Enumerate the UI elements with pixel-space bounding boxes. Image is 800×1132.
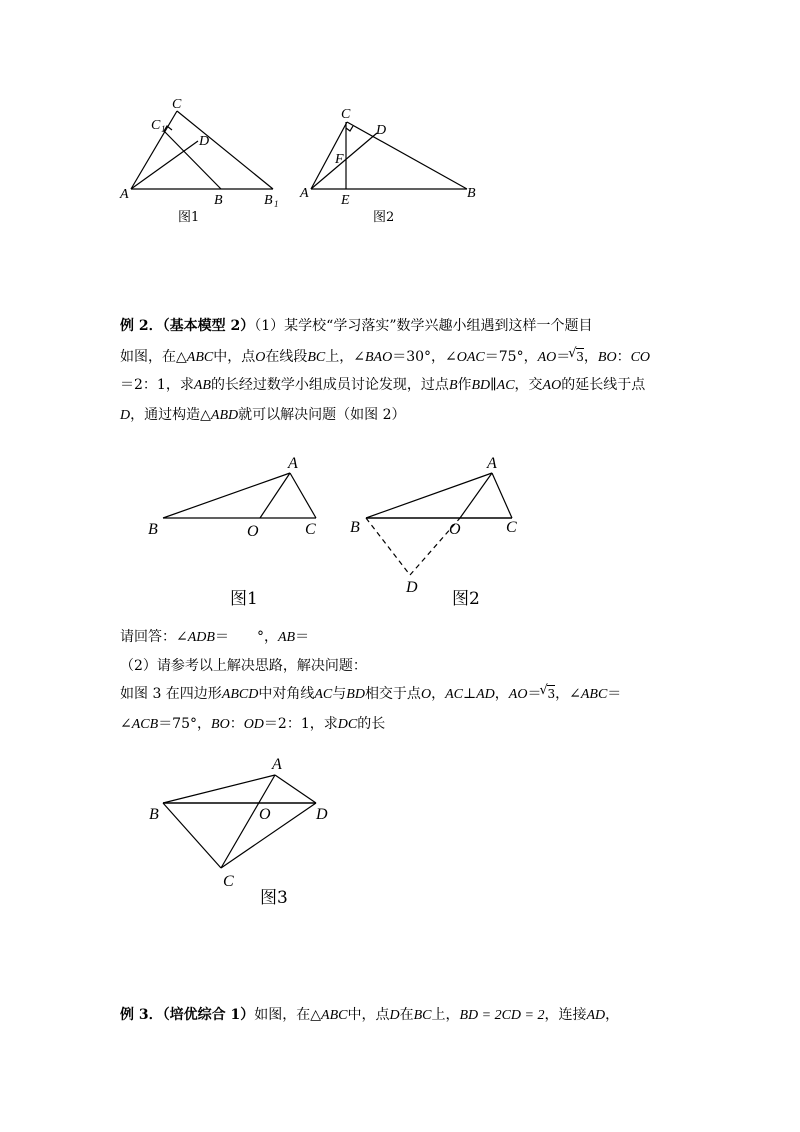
svg-text:图3: 图3 xyxy=(260,888,288,908)
fig2-label-a: A xyxy=(300,186,309,201)
svg-text:A: A xyxy=(487,455,497,472)
fig1-label-c: C xyxy=(172,97,182,112)
example3-line: 例 3．（培优综合 1）如图，在△ABC中，点D在BC上，BD = 2CD = 2，连接AD， xyxy=(120,1007,620,1023)
svg-text:C: C xyxy=(305,521,316,538)
svg-text:图2: 图2 xyxy=(452,589,480,609)
svg-text:D: D xyxy=(316,806,328,823)
fig1-label-b: B xyxy=(214,193,223,208)
example2-line2: ＝2：1，求AB的长经过数学小组成员讨论发现，过点B作BD∥AC，交AO的延长线于点 xyxy=(120,377,646,393)
svg-text:B: B xyxy=(350,519,360,536)
example2-line3: D，通过构造△ABD就可以解决问题（如图 2） xyxy=(120,407,406,423)
svg-text:C: C xyxy=(223,873,234,890)
svg-text:O: O xyxy=(449,521,461,538)
example2-line1: 如图，在△ABC中，点O在线段BC上，∠BAO＝30°，∠OAC＝75°，AO＝√ 3，BO：CO xyxy=(120,347,680,368)
fig2-label-b: B xyxy=(467,186,476,201)
fig2-label-c: C xyxy=(341,107,351,122)
svg-text:C: C xyxy=(506,519,517,536)
fig2-label-d: D xyxy=(376,123,387,138)
svg-text:A: A xyxy=(288,455,298,472)
svg-text:D: D xyxy=(406,579,418,596)
fig1-label-d: D xyxy=(199,134,210,149)
svg-text:A: A xyxy=(272,756,282,773)
svg-text:O: O xyxy=(247,523,259,540)
example2-answer: 请回答：∠ADB＝ °，AB＝ xyxy=(120,629,310,645)
example2-tag: （基本模型 2） xyxy=(162,318,255,334)
example2-part2: （2）请参考以上解决思路，解决问题： xyxy=(120,658,367,674)
sqrt-3: √ 3 xyxy=(570,347,584,367)
svg-text:B: B xyxy=(148,521,158,538)
fig1-label-a: A xyxy=(120,187,129,202)
fig2-label-f: F xyxy=(335,152,344,167)
fig1-label-c1-sub: 1 xyxy=(161,124,166,134)
fig1-caption: 图1 xyxy=(178,210,200,225)
example3-tag: （培优综合 1） xyxy=(162,1007,255,1023)
fig2-caption: 图2 xyxy=(373,210,395,225)
sqrt-3-part2: √ 3 xyxy=(541,684,555,704)
example2-part2-line2: ∠ACB＝75°，BO：OD＝2：1，求DC的长 xyxy=(120,716,386,732)
svg-text:B: B xyxy=(149,806,159,823)
example2-intro: （1）某学校“学习落实”数学兴趣小组遇到这样一个题目 xyxy=(254,318,593,334)
example2-title: 例 2． xyxy=(120,318,163,334)
example3-title: 例 3． xyxy=(120,1007,163,1023)
svg-text:O: O xyxy=(259,806,271,823)
fig1-label-b1: B xyxy=(264,193,273,208)
fig2-label-e: E xyxy=(341,193,350,208)
fig1-label-b1-sub: 1 xyxy=(274,199,279,209)
fig1-label-c1: C xyxy=(151,118,161,133)
example2-part2-line1: 如图 3 在四边形ABCD中对角线AC与BD相交于点O，AC⊥AD，AO＝√ 3，∠ABC＝ xyxy=(120,684,680,705)
svg-text:图1: 图1 xyxy=(230,589,258,609)
